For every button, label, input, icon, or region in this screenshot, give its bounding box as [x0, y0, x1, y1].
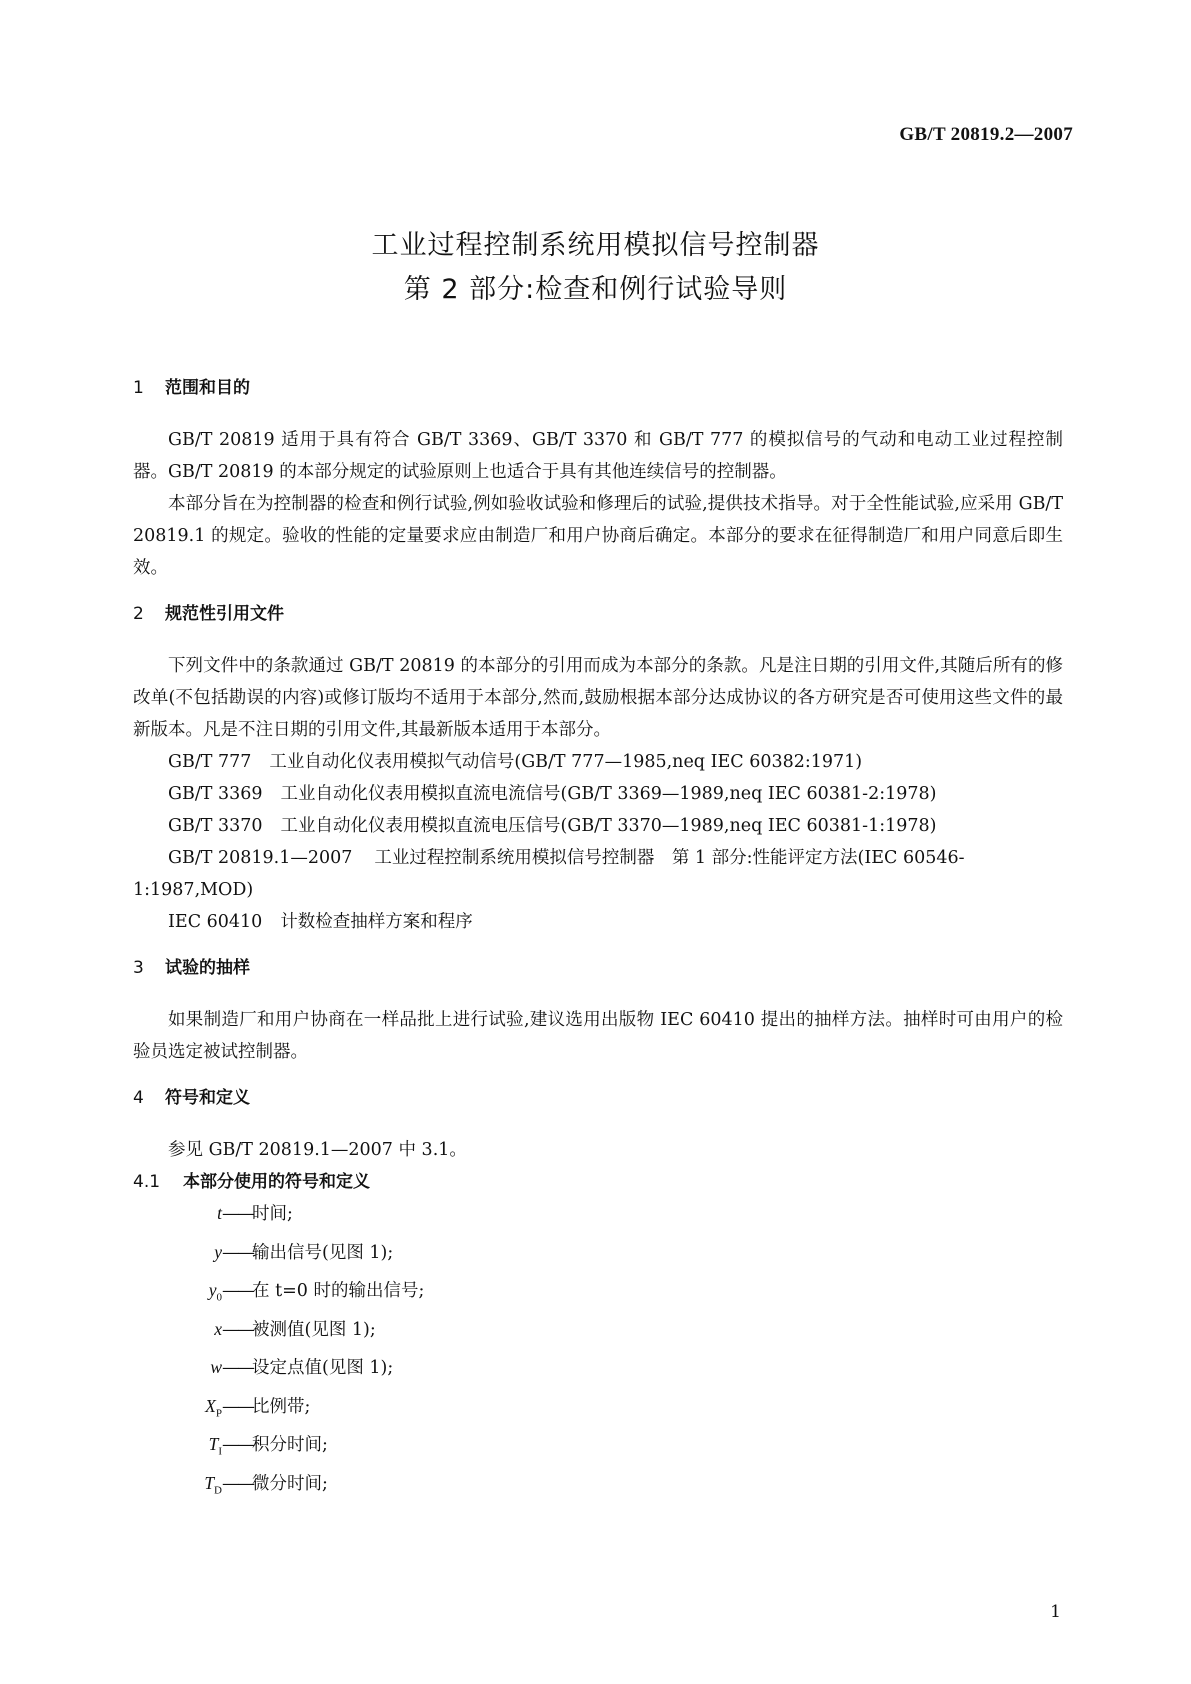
symbol-description: 在 t=0 时的输出信号;: [252, 1281, 425, 1301]
symbol: $y_0$: [208, 1280, 222, 1304]
symbol: $T_I$: [208, 1434, 222, 1458]
reference-item: [133, 842, 1063, 906]
symbol: w: [210, 1357, 222, 1377]
paragraph: 如果制造厂和用户协商在一样品批上进行试验,建议选用出版物 IEC 60410 提出的抽样方法。抽样时可由用户的检验员选定被试控制器。: [133, 1010, 1063, 1062]
symbol: $T_D$: [204, 1472, 222, 1496]
section-title: 符号和定义: [165, 1088, 250, 1108]
symbol-definition: [133, 1314, 1063, 1353]
symbol-definition: [133, 1391, 1063, 1430]
paragraph: 参见 GB/T 20819.1—2007 中 3.1。: [168, 1140, 467, 1160]
paragraph: 下列文件中的条款通过 GB/T 20819 的本部分的引用而成为本部分的条款。凡是注日期的引用文件,其随后所有的修改单(不包括勘误的内容)或修订版均不适用于本部分,然而,鼓励根据本部分达成协议的各方研究是否可使用这些文件的最新版本。凡是不注日期的引用文件,其最新版本适用于本部分。: [133, 656, 1063, 740]
reference-code: GB/T 777: [168, 752, 252, 772]
reference-text: 工业自动化仪表用模拟直流电压信号(GB/T 3370—1989,neq IEC 60381-1:1978): [280, 816, 937, 836]
page-number: 1: [1050, 1602, 1061, 1622]
symbol-dash: ——: [222, 1281, 253, 1301]
reference-item: [133, 810, 1063, 842]
document-title: [0, 224, 1191, 312]
symbol-description: 被测值(见图 1);: [252, 1319, 376, 1340]
symbol-description: 时间;: [252, 1204, 293, 1224]
title-line-1: 工业过程控制系统用模拟信号控制器: [371, 230, 820, 261]
symbol: x: [214, 1318, 222, 1339]
section-title: 规范性引用文件: [165, 604, 284, 624]
title-line-2: 第 2 部分:检查和例行试验导则: [403, 274, 788, 305]
subsection-title: 本部分使用的符号和定义: [183, 1172, 370, 1192]
section-2-heading: [133, 598, 1063, 630]
section-number: 1: [133, 378, 144, 398]
reference-code: GB/T 20819.1—2007: [168, 848, 353, 868]
symbol-definition: [133, 1429, 1063, 1468]
symbol-definition: [133, 1352, 1063, 1391]
symbol-definition: [133, 1237, 1063, 1276]
paragraph: GB/T 20819 适用于具有符合 GB/T 3369、GB/T 3370 和 GB/T 777 的模拟信号的气动和电动工业过程控制器。GB/T 20819 的本部分规定的试验原则上也适合于具有其他连续信号的控制器。: [133, 430, 1063, 482]
symbol: y: [214, 1241, 222, 1262]
section-1-heading: [133, 372, 1063, 404]
symbol-definition: [133, 1275, 1063, 1314]
section-number: 2: [133, 604, 144, 624]
reference-text: 计数检查抽样方案和程序: [280, 912, 473, 932]
document-body: [133, 372, 1063, 1506]
symbol-definition: [133, 1198, 1063, 1237]
section-3-heading: [133, 952, 1063, 984]
section-number: 4: [133, 1088, 144, 1108]
symbol-description: 设定点值(见图 1);: [252, 1358, 394, 1378]
section-4-heading: [133, 1082, 1063, 1114]
symbol-dash: ——: [222, 1204, 253, 1224]
symbol-description: 输出信号(见图 1);: [252, 1242, 394, 1263]
symbol: $X_P$: [205, 1395, 222, 1419]
symbol-description: 积分时间;: [252, 1435, 328, 1455]
section-number: 3: [133, 958, 144, 978]
symbol-dash: ——: [222, 1435, 253, 1455]
symbol-dash: ——: [222, 1319, 253, 1340]
reference-item: [133, 778, 1063, 810]
symbol-definition: [133, 1468, 1063, 1507]
reference-code: IEC 60410: [168, 912, 263, 932]
reference-code: GB/T 3369: [168, 784, 263, 804]
symbol-description: 比例带;: [252, 1396, 311, 1417]
symbol: t: [217, 1203, 222, 1223]
reference-text: 工业自动化仪表用模拟气动信号(GB/T 777—1985,neq IEC 60382:1971): [269, 752, 863, 772]
reference-text: 工业自动化仪表用模拟直流电流信号(GB/T 3369—1989,neq IEC 60381-2:1978): [280, 784, 937, 804]
symbol-list: [133, 1198, 1063, 1506]
symbol-description: 微分时间;: [252, 1473, 328, 1494]
symbol-dash: ——: [222, 1358, 253, 1378]
subsection-4-1-heading: [133, 1166, 1063, 1198]
standard-code: GB/T 20819.2—2007: [899, 124, 1073, 145]
reference-item: [133, 746, 1063, 778]
symbol-dash: ——: [222, 1242, 253, 1263]
subsection-number: 4.1: [133, 1172, 161, 1192]
section-title: 试验的抽样: [165, 958, 250, 978]
reference-text: 工业过程控制系统用模拟信号控制器 第 1 部分:性能评定方法(IEC 60546-1:1987,MOD): [133, 848, 965, 900]
symbol-dash: ——: [222, 1473, 253, 1494]
symbol-dash: ——: [222, 1396, 253, 1417]
reference-item: [133, 906, 1063, 938]
section-title: 范围和目的: [165, 378, 250, 398]
paragraph: 本部分旨在为控制器的检查和例行试验,例如验收试验和修理后的试验,提供技术指导。对于全性能试验,应采用 GB/T 20819.1 的规定。验收的性能的定量要求应由制造厂和用户协商后确定。本部分的要求在征得制造厂和用户同意后即生效。: [133, 494, 1063, 578]
reference-code: GB/T 3370: [168, 816, 263, 836]
